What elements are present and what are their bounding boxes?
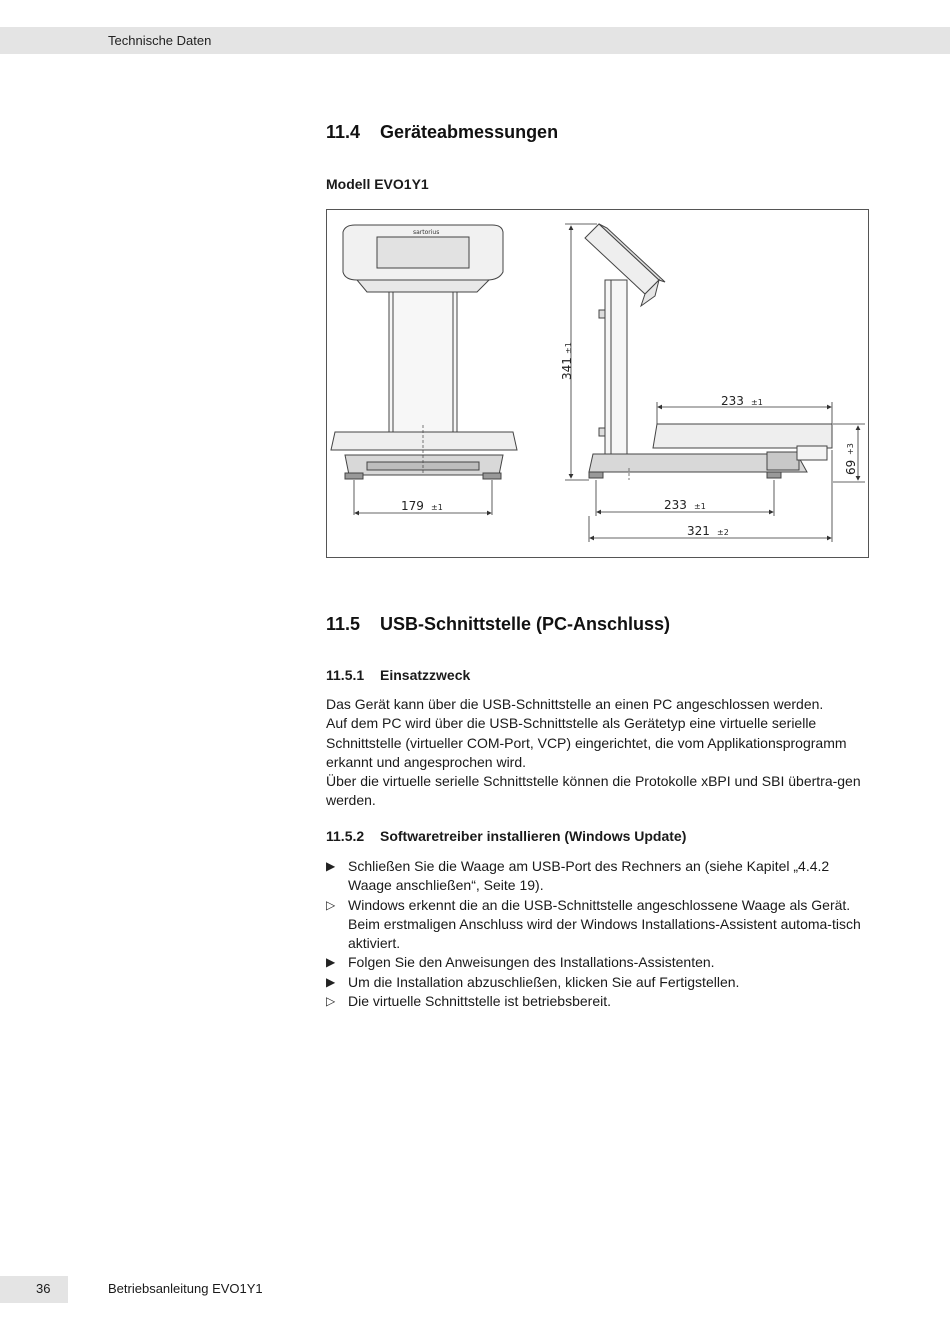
subsection-number: 11.5.1 [326, 667, 365, 683]
result-marker-icon: ▷ [326, 994, 336, 1009]
list-item [326, 973, 871, 992]
paragraph: Über die virtuelle serielle Schnittstelle können die Protokolle xBPI und SBI übertra-gen werden. [326, 773, 861, 809]
dim-pan-depth-value: 233 [721, 394, 744, 408]
section-11-5-1-heading [326, 667, 470, 683]
section-number: 11.5 [326, 614, 361, 634]
dim-front-feet-tol: ±1 [431, 503, 443, 512]
purpose-text [326, 695, 871, 811]
front-view [331, 225, 517, 479]
dim-side-feet-value: 233 [664, 498, 687, 512]
section-number: 11.4 [326, 122, 361, 142]
install-steps-list [326, 857, 871, 1011]
side-view [585, 224, 832, 480]
subsection-title: Softwaretreiber installieren (Windows Update) [380, 828, 687, 844]
page-number: 36 [36, 1281, 51, 1296]
subsection-number: 11.5.2 [326, 828, 365, 844]
result-marker-icon: ▷ [326, 897, 336, 912]
list-item [326, 896, 871, 954]
dim-total-depth-tol: ±2 [717, 528, 729, 537]
footer-doc-title: Betriebsanleitung EVO1Y1 [108, 1281, 263, 1296]
dim-height-tol: ±1 [564, 342, 573, 354]
dim-side-feet-tol: ±1 [694, 502, 706, 511]
action-marker-icon: ▶ [326, 955, 336, 970]
dimension-drawing-svg [327, 210, 868, 557]
step-text: Schließen Sie die Waage am USB-Port des Rechners an (siehe Kapitel „4.4.2 Waage anschließen“, Seite 19). [348, 858, 830, 894]
dim-height-value: 341 [560, 357, 574, 380]
section-title: Geräteabmessungen [380, 122, 559, 142]
action-marker-icon: ▶ [326, 974, 336, 989]
dim-pan-depth-tol: ±1 [751, 398, 763, 407]
running-header [0, 27, 950, 54]
section-11-4-heading [326, 122, 558, 143]
dim-pan-depth [657, 402, 832, 424]
list-item [326, 953, 871, 972]
step-text: Um die Installation abzuschließen, klicken Sie auf Fertigstellen. [348, 973, 740, 990]
list-item [326, 857, 871, 896]
section-title: USB-Schnittstelle (PC-Anschluss) [380, 614, 671, 634]
step-text: Folgen Sie den Anweisungen des Installations-Assistenten. [348, 954, 715, 971]
paragraph: Das Gerät kann über die USB-Schnittstelle an einen PC angeschlossen werden. [326, 696, 824, 712]
step-text: Windows erkennt die an die USB-Schnittstelle angeschlossene Waage als Gerät. Beim erstmaligen Anschluss wird der Windows Installations-Assistent automa-tisch aktiviert. [348, 896, 861, 952]
section-11-5-heading [326, 614, 670, 635]
action-marker-icon: ▶ [326, 859, 336, 873]
list-item [326, 992, 871, 1011]
dimension-drawing [326, 209, 869, 558]
subsection-title: Einsatzzweck [380, 667, 471, 683]
paragraph: Auf dem PC wird über die USB-Schnittstelle als Gerätetyp eine virtuelle serielle Schnittstelle (virtueller COM-Port, VCP) eingerichtet, die vom Applikationsprogramm erkannt und angesprochen wird. [326, 715, 847, 770]
dim-front-feet-value: 179 [401, 499, 424, 513]
page-number-box [0, 1276, 68, 1303]
dim-pan-height-value: 69 [844, 459, 858, 475]
dim-total-depth-value: 321 [687, 524, 710, 538]
section-11-5-2-heading [326, 828, 686, 844]
brand-logo-text: sartorius [413, 229, 440, 236]
step-text: Die virtuelle Schnittstelle ist betriebsbereit. [348, 993, 612, 1010]
model-label: Modell EVO1Y1 [326, 176, 429, 192]
dim-pan-height-tol: +3 [846, 443, 855, 455]
header-title: Technische Daten [108, 33, 212, 48]
